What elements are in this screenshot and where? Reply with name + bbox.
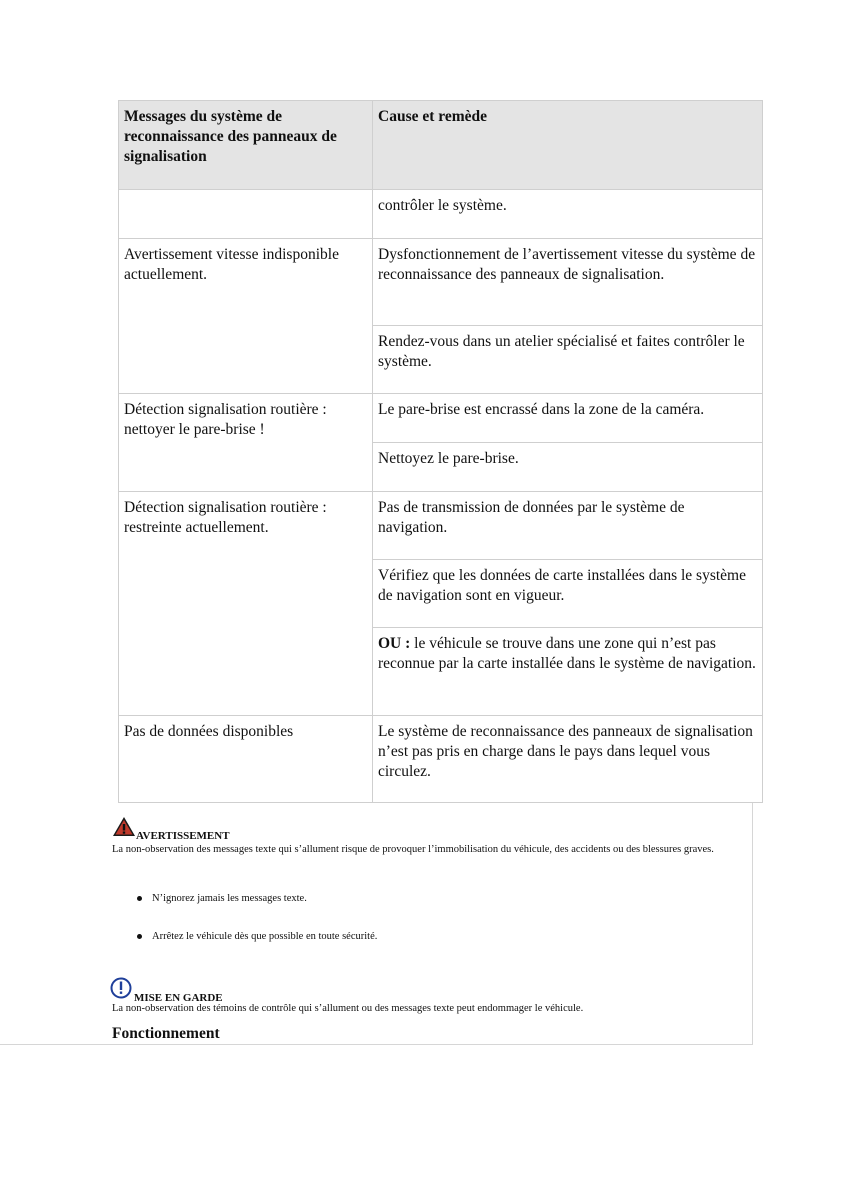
warning-heading [112,816,230,842]
warning-title: AVERTISSEMENT [136,830,230,842]
remedy-cell: Nettoyez le pare-brise. [373,443,763,492]
bullet-text: Arrêtez le véhicule dès que possible en toute sécurité. [152,931,378,942]
table-header-row [119,101,763,190]
remedy-cell [373,628,763,716]
header-cause-remedy: Cause et remède [373,101,763,190]
table-row [119,394,763,443]
bullet-dot [137,896,142,901]
list-item [112,930,377,968]
remedy-cell: Le système de reconnaissance des panneaux de signalisation n’est pas pris en charge dans le pays dans lequel vous circulez. [373,716,763,803]
table-row [119,239,763,326]
remedy-cell: Rendez-vous dans un atelier spécialisé et faites contrôler le système. [373,326,763,394]
remedy-cell: Dysfonctionnement de l’avertissement vitesse du système de reconnaissance des panneaux de signalisation. [373,239,763,326]
header-messages: Messages du système de reconnaissance des panneaux de signalisation [119,101,373,190]
table-row [119,190,763,239]
caution-heading [110,977,223,1004]
bullet-dot [137,934,142,939]
table-row [119,716,763,803]
message-cell: Pas de données disponibles [119,716,373,803]
messages-table [118,100,763,803]
message-cell: Détection signalisation routière : nettoyer le pare-brise ! [119,394,373,492]
message-cell: Avertissement vitesse indisponible actuellement. [119,239,373,394]
caution-exclamation-icon [110,977,134,1004]
section-title: Fonctionnement [112,1025,220,1042]
remedy-or-label: OU : [378,635,411,652]
caution-title: MISE EN GARDE [134,992,223,1004]
warning-triangle-icon [112,816,136,842]
warning-text: La non-observation des messages texte qui s’allument risque de provoquer l’immobilisation du véhicule, des accidents ou des blessures graves. [112,844,714,855]
message-cell: Détection signalisation routière : restreinte actuellement. [119,492,373,716]
remedy-cell: contrôler le système. [373,190,763,239]
remedy-cell: Pas de transmission de données par le système de navigation. [373,492,763,560]
warning-bullet-list [112,892,377,968]
list-item [112,892,377,930]
remedy-cell: Le pare-brise est encrassé dans la zone de la caméra. [373,394,763,443]
caution-text: La non-observation des témoins de contrôle qui s’allument ou des messages texte peut endommager le véhicule. [112,1003,584,1014]
message-cell [119,190,373,239]
remedy-cell: Vérifiez que les données de carte installées dans le système de navigation sont en vigueur. [373,560,763,628]
remedy-text: le véhicule se trouve dans une zone qui n’est pas reconnue par la carte installée dans le système de navigation. [378,635,756,672]
bullet-text: N’ignorez jamais les messages texte. [152,893,307,904]
table-row [119,492,763,560]
